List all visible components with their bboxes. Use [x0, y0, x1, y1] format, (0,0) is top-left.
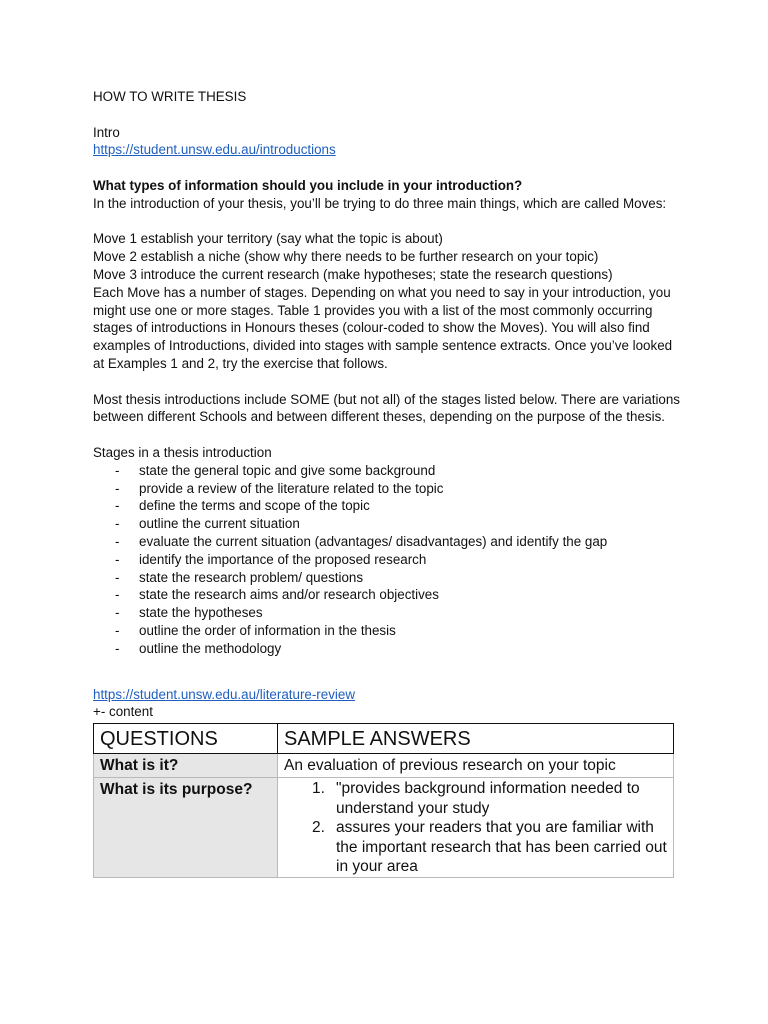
list-dash: - — [115, 587, 120, 603]
question-cell: What is its purpose? — [94, 778, 278, 878]
list-dash: - — [115, 640, 120, 656]
list-item: - outline the order of information in the thesis — [115, 622, 396, 638]
list-item: - provide a review of the literature related to the topic — [115, 480, 444, 496]
list-item: - evaluate the current situation (advantages/ disadvantages) and identify the gap — [115, 533, 608, 549]
list-dash: - — [115, 605, 120, 621]
question-cell: What is it? — [94, 754, 278, 778]
variation-paragraph: Most thesis introductions include SOME (but not all) of the stages listed below. There are variations between different Schools and between different theses, depending on the purpose of the thesis. — [93, 391, 681, 425]
list-item: - outline the methodology — [115, 640, 282, 656]
list-dash: - — [115, 462, 120, 478]
content-note: +- content — [93, 704, 153, 720]
list-dash: - — [115, 480, 120, 496]
list-dash: - — [115, 498, 120, 514]
stages-paragraph: Each Move has a number of stages. Depending on what you need to say in your introduction, you might use one or more stages. Table 1 provides you with a list of the most commonly occurring stages of introductions in Honours theses (colour-coded to show the Moves). You will also find examples of Introductions, divided into stages with sample sentence extracts. Once you’ve looked at Examples 1 and 2, try the exercise that follows. — [93, 284, 673, 371]
list-item: - state the research problem/ questions — [115, 569, 364, 585]
questions-answers-table — [93, 723, 674, 878]
list-dash: - — [115, 569, 120, 585]
intro-label: Intro — [93, 124, 120, 140]
list-dash: - — [115, 516, 120, 532]
answer-cell: An evaluation of previous research on your topic — [278, 754, 674, 778]
list-item: - state the research aims and/or research objectives — [115, 587, 439, 603]
list-item: - define the terms and scope of the topic — [115, 498, 370, 514]
list-item: - state the general topic and give some background — [115, 462, 436, 478]
table-row — [94, 778, 674, 878]
sample-answers-header: SAMPLE ANSWERS — [278, 724, 674, 754]
list-dash: - — [115, 533, 120, 549]
document-page — [93, 88, 683, 878]
table-row — [94, 754, 674, 778]
answer-list — [284, 779, 667, 877]
question-heading: What types of information should you include in your introduction? — [93, 177, 523, 193]
document-title: HOW TO WRITE THESIS — [93, 89, 247, 104]
answer-cell — [278, 778, 674, 878]
introductions-link[interactable]: https://student.unsw.edu.au/introductions — [93, 142, 336, 158]
move-2: Move 2 establish a niche (show why there needs to be further research on your topic) — [93, 249, 599, 265]
list-item: 2. assures your readers that you are familiar with the important research that has been carried out in your area — [312, 819, 667, 876]
stages-list — [93, 462, 683, 658]
questions-header: QUESTIONS — [94, 724, 278, 754]
move-3: Move 3 introduce the current research (make hypotheses; state the research questions) — [93, 266, 613, 282]
literature-review-link[interactable]: https://student.unsw.edu.au/literature-review — [93, 686, 356, 702]
list-item: 1. "provides background information needed to understand your study — [312, 780, 640, 817]
move-1: Move 1 establish your territory (say what the topic is about) — [93, 231, 443, 247]
table-header-row — [94, 724, 674, 754]
stages-heading: Stages in a thesis introduction — [93, 444, 272, 460]
list-dash: - — [115, 551, 120, 567]
list-item: - identify the importance of the proposed research — [115, 551, 427, 567]
intro-paragraph: In the introduction of your thesis, you’ll be trying to do three main things, which are called Moves: — [93, 195, 667, 211]
list-dash: - — [115, 622, 120, 638]
list-item: - state the hypotheses — [115, 605, 263, 621]
list-item: - outline the current situation — [115, 516, 300, 532]
